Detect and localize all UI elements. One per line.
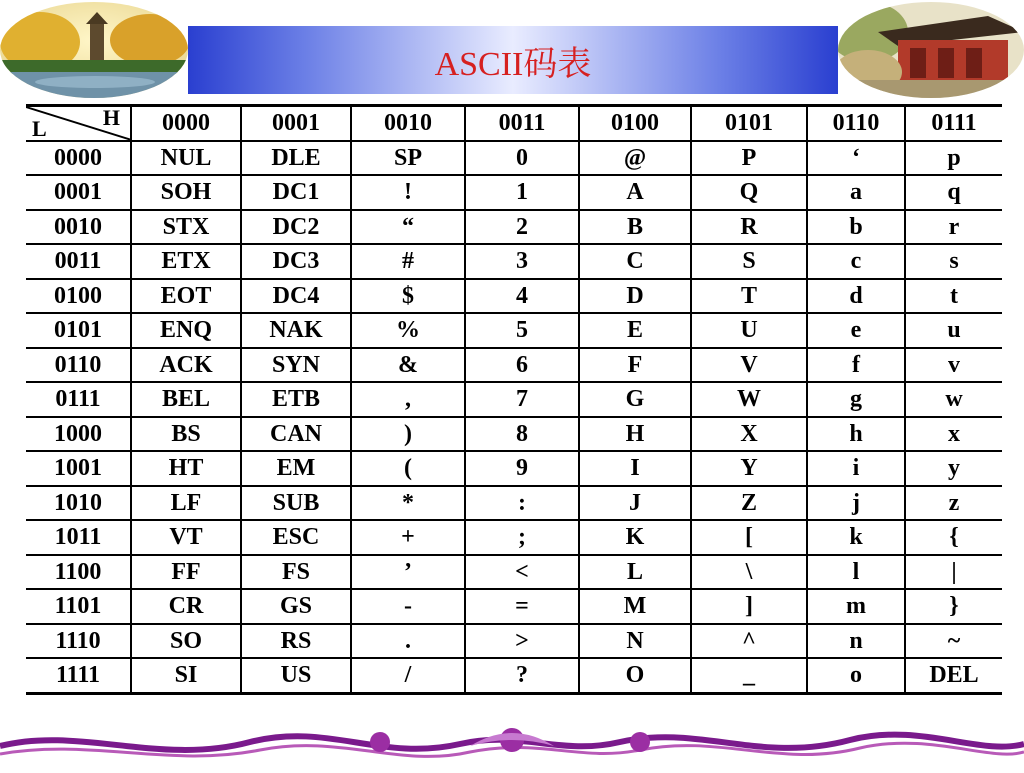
- table-cell: FF: [131, 555, 241, 590]
- column-header: 0111: [905, 106, 1002, 141]
- table-cell: ESC: [241, 520, 351, 555]
- table-cell: K: [579, 520, 691, 555]
- table-row: [26, 175, 1002, 210]
- table-cell: ;: [465, 520, 579, 555]
- table-body: [26, 141, 1002, 694]
- row-header: 0000: [26, 141, 131, 176]
- table-cell: NAK: [241, 313, 351, 348]
- table-cell: VT: [131, 520, 241, 555]
- table-cell: LF: [131, 486, 241, 521]
- table-cell: 0: [465, 141, 579, 176]
- table-cell: S: [691, 244, 807, 279]
- table-cell: f: [807, 348, 905, 383]
- table-cell: ~: [905, 624, 1002, 659]
- table-cell: T: [691, 279, 807, 314]
- row-header: 0111: [26, 382, 131, 417]
- table-cell: }: [905, 589, 1002, 624]
- table-cell: DC2: [241, 210, 351, 245]
- table-cell: SOH: [131, 175, 241, 210]
- table-cell: B: [579, 210, 691, 245]
- table-cell: %: [351, 313, 465, 348]
- table-row: [26, 348, 1002, 383]
- table-cell: -: [351, 589, 465, 624]
- table-cell: <: [465, 555, 579, 590]
- table-cell: ,: [351, 382, 465, 417]
- table-cell: p: [905, 141, 1002, 176]
- row-header: 0011: [26, 244, 131, 279]
- table-cell: d: [807, 279, 905, 314]
- temple-photo-right: [838, 2, 1024, 98]
- table-cell: z: [905, 486, 1002, 521]
- table-row: [26, 279, 1002, 314]
- table-row: [26, 417, 1002, 452]
- table-cell: c: [807, 244, 905, 279]
- row-header: 1111: [26, 658, 131, 693]
- table-cell: 9: [465, 451, 579, 486]
- table-cell: H: [579, 417, 691, 452]
- table-cell: SI: [131, 658, 241, 693]
- table-cell: DC1: [241, 175, 351, 210]
- table-cell: A: [579, 175, 691, 210]
- table-cell: 2: [465, 210, 579, 245]
- table-cell: s: [905, 244, 1002, 279]
- title-banner: [188, 26, 838, 94]
- table-cell: DC4: [241, 279, 351, 314]
- table-cell: X: [691, 417, 807, 452]
- row-header: 1101: [26, 589, 131, 624]
- table-cell: t: [905, 279, 1002, 314]
- table-cell: SUB: [241, 486, 351, 521]
- row-header: 1001: [26, 451, 131, 486]
- column-header: 0011: [465, 106, 579, 141]
- table-row: [26, 313, 1002, 348]
- table-cell: w: [905, 382, 1002, 417]
- table-cell: n: [807, 624, 905, 659]
- row-header: 0101: [26, 313, 131, 348]
- table-cell: CR: [131, 589, 241, 624]
- table-cell: BEL: [131, 382, 241, 417]
- table-cell: g: [807, 382, 905, 417]
- table-cell: EOT: [131, 279, 241, 314]
- table-row: [26, 624, 1002, 659]
- column-header: 0101: [691, 106, 807, 141]
- table-row: [26, 555, 1002, 590]
- table-cell: q: [905, 175, 1002, 210]
- table-cell: RS: [241, 624, 351, 659]
- row-header: 1010: [26, 486, 131, 521]
- table-cell: US: [241, 658, 351, 693]
- table-cell: e: [807, 313, 905, 348]
- table-cell: DLE: [241, 141, 351, 176]
- table-cell: GS: [241, 589, 351, 624]
- table-cell: x: [905, 417, 1002, 452]
- table-row: [26, 141, 1002, 176]
- table-cell: &: [351, 348, 465, 383]
- corner-high-label: H: [102, 105, 120, 130]
- column-header: 0110: [807, 106, 905, 141]
- table-cell: ACK: [131, 348, 241, 383]
- table-cell: U: [691, 313, 807, 348]
- table-cell: P: [691, 141, 807, 176]
- table-cell: BS: [131, 417, 241, 452]
- decorative-ornament: [0, 716, 1024, 768]
- table-cell: !: [351, 175, 465, 210]
- table-cell: HT: [131, 451, 241, 486]
- table-cell: u: [905, 313, 1002, 348]
- page-title: ASCII码表: [434, 45, 592, 83]
- table-row: [26, 451, 1002, 486]
- table-cell: DC3: [241, 244, 351, 279]
- row-header: 0010: [26, 210, 131, 245]
- table-cell: 6: [465, 348, 579, 383]
- table-row: [26, 486, 1002, 521]
- table-cell: r: [905, 210, 1002, 245]
- table-cell: 4: [465, 279, 579, 314]
- table-cell: /: [351, 658, 465, 693]
- table-cell: 3: [465, 244, 579, 279]
- table-cell: O: [579, 658, 691, 693]
- table-cell: 7: [465, 382, 579, 417]
- table-row: [26, 382, 1002, 417]
- table-cell: ETX: [131, 244, 241, 279]
- row-header: 1110: [26, 624, 131, 659]
- table-cell: (: [351, 451, 465, 486]
- row-header: 1000: [26, 417, 131, 452]
- table-cell: I: [579, 451, 691, 486]
- table-cell: |: [905, 555, 1002, 590]
- row-header: 1100: [26, 555, 131, 590]
- table-cell: Z: [691, 486, 807, 521]
- table-cell: i: [807, 451, 905, 486]
- table-cell: v: [905, 348, 1002, 383]
- row-header: 0001: [26, 175, 131, 210]
- table-cell: 8: [465, 417, 579, 452]
- column-header: 0000: [131, 106, 241, 141]
- table-row: [26, 589, 1002, 624]
- column-header: 0001: [241, 106, 351, 141]
- table-cell: ’: [351, 555, 465, 590]
- table-cell: C: [579, 244, 691, 279]
- table-cell: >: [465, 624, 579, 659]
- table-cell: o: [807, 658, 905, 693]
- table-row: [26, 210, 1002, 245]
- table-cell: y: [905, 451, 1002, 486]
- header-row: [26, 106, 1002, 141]
- table-cell: N: [579, 624, 691, 659]
- ascii-table: [26, 104, 1002, 695]
- table-cell: ENQ: [131, 313, 241, 348]
- table-cell: _: [691, 658, 807, 693]
- table-cell: 1: [465, 175, 579, 210]
- table-cell: R: [691, 210, 807, 245]
- table-cell: ?: [465, 658, 579, 693]
- table-cell: “: [351, 210, 465, 245]
- table-cell: \: [691, 555, 807, 590]
- table-cell: ‘: [807, 141, 905, 176]
- table-cell: #: [351, 244, 465, 279]
- table-cell: [: [691, 520, 807, 555]
- table-row: [26, 520, 1002, 555]
- row-header: 0100: [26, 279, 131, 314]
- table-cell: SP: [351, 141, 465, 176]
- table-cell: k: [807, 520, 905, 555]
- table-cell: ^: [691, 624, 807, 659]
- table-cell: b: [807, 210, 905, 245]
- corner-low-label: L: [32, 115, 47, 141]
- table-cell: SYN: [241, 348, 351, 383]
- column-header: 0010: [351, 106, 465, 141]
- row-header: 0110: [26, 348, 131, 383]
- table-cell: :: [465, 486, 579, 521]
- column-header: 0100: [579, 106, 691, 141]
- table-cell: J: [579, 486, 691, 521]
- table-cell: FS: [241, 555, 351, 590]
- corner-cell: [26, 106, 131, 141]
- table-cell: V: [691, 348, 807, 383]
- table-cell: ETB: [241, 382, 351, 417]
- table-cell: L: [579, 555, 691, 590]
- table-cell: Q: [691, 175, 807, 210]
- table-cell: SO: [131, 624, 241, 659]
- table-cell: DEL: [905, 658, 1002, 693]
- table-cell: D: [579, 279, 691, 314]
- table-cell: E: [579, 313, 691, 348]
- table-cell: G: [579, 382, 691, 417]
- table-cell: 5: [465, 313, 579, 348]
- table-cell: EM: [241, 451, 351, 486]
- table-cell: ]: [691, 589, 807, 624]
- table-cell: W: [691, 382, 807, 417]
- table-cell: .: [351, 624, 465, 659]
- table-cell: j: [807, 486, 905, 521]
- table-cell: CAN: [241, 417, 351, 452]
- row-header: 1011: [26, 520, 131, 555]
- table-cell: @: [579, 141, 691, 176]
- table-cell: $: [351, 279, 465, 314]
- table-row: [26, 244, 1002, 279]
- table-cell: F: [579, 348, 691, 383]
- table-cell: Y: [691, 451, 807, 486]
- table-cell: l: [807, 555, 905, 590]
- table-cell: *: [351, 486, 465, 521]
- table-cell: {: [905, 520, 1002, 555]
- table-cell: a: [807, 175, 905, 210]
- table-cell: STX: [131, 210, 241, 245]
- table-cell: +: [351, 520, 465, 555]
- table-row: [26, 658, 1002, 693]
- table-cell: NUL: [131, 141, 241, 176]
- table-cell: m: [807, 589, 905, 624]
- table-cell: h: [807, 417, 905, 452]
- table-cell: =: [465, 589, 579, 624]
- table-cell: M: [579, 589, 691, 624]
- table-cell: ): [351, 417, 465, 452]
- campus-photo-left: [0, 2, 188, 98]
